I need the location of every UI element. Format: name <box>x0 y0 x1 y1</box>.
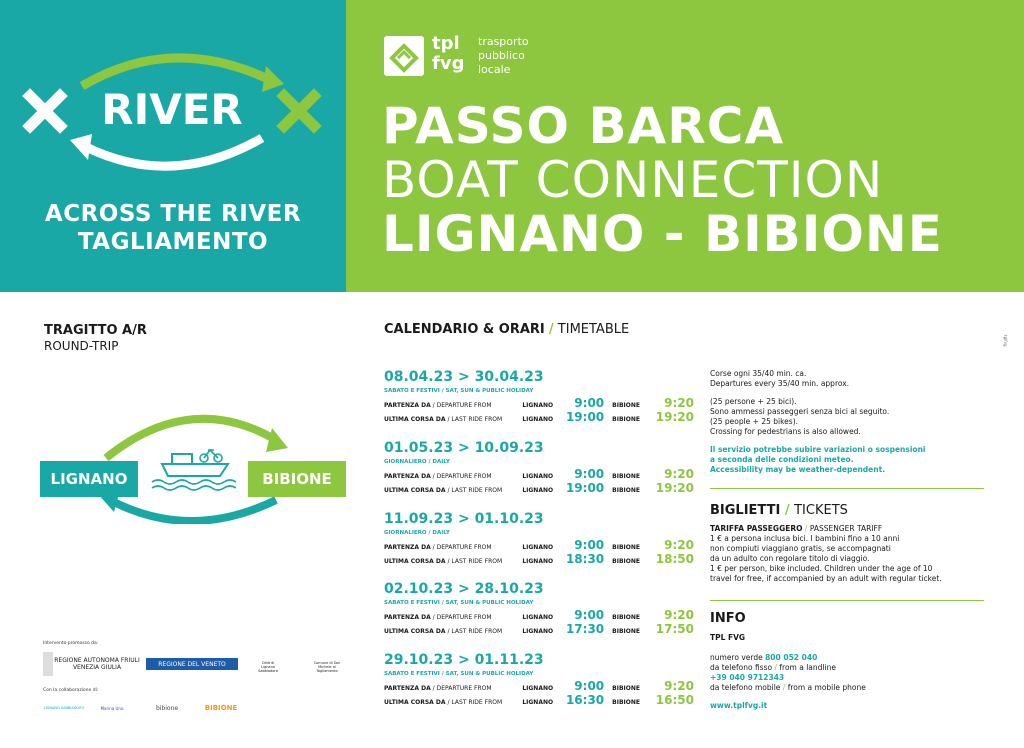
departure-label-it: PARTENZA DA <box>384 473 431 480</box>
dep-time-b: 9:20 <box>664 538 694 552</box>
last-time-a: 19:00 <box>565 410 605 424</box>
tickets-heading-en: TICKETS <box>794 503 848 518</box>
collab-logo-marina: Marina Uno <box>100 705 124 711</box>
place-b: BIBIONE <box>612 685 640 692</box>
dep-time-a: 9:00 <box>574 467 605 481</box>
tickets-it-1: 1 € a persona inclusa bici. I bambini fino a 10 anni <box>710 534 900 543</box>
period-dates: 08.04.23 > 30.04.23 <box>384 369 544 385</box>
last-label-it: ULTIMA CORSA DA <box>384 558 446 565</box>
freephone-number[interactable]: 800 052 040 <box>765 653 818 662</box>
collab-logo-lignano: LIGNANO SABBIADORO <box>43 706 85 710</box>
tpl-full-line3: locale <box>478 63 511 76</box>
departure-label-en: DEPARTURE FROM <box>436 614 492 621</box>
dep-time-b: 9:20 <box>664 396 694 410</box>
period-4 <box>384 580 694 636</box>
tpl-abbr-line2: fvg <box>432 53 465 74</box>
last-time-b: 18:50 <box>655 552 694 566</box>
last-ride-row: ULTIMA CORSA DA / LAST RIDE FROM LIGNANO 16:30 BIBIONE 16:50 <box>384 693 694 707</box>
dep-time-b: 9:20 <box>664 679 694 693</box>
capacity-it-1: (25 persone + 25 bici). <box>710 397 797 406</box>
river-logo-text: RIVER <box>101 85 243 134</box>
route-subheading: ROUND-TRIP <box>44 339 119 353</box>
mobile-en: from a mobile phone <box>787 683 866 692</box>
tickets-it-3: da un adulto con regolare titolo di viaggio. <box>710 554 870 563</box>
period-5 <box>384 651 694 707</box>
freq-it: Corse ogni 35/40 min. ca. <box>710 369 807 378</box>
departure-row: PARTENZA DA / DEPARTURE FROM LIGNANO 9:00 BIBIONE 9:20 <box>384 538 694 552</box>
place-b: BIBIONE <box>612 544 640 551</box>
departure-label-it: PARTENZA DA <box>384 402 431 409</box>
dep-time-a: 9:00 <box>574 538 605 552</box>
last-label-en: LAST RIDE FROM <box>451 416 503 423</box>
last-ride-row: ULTIMA CORSA DA / LAST RIDE FROM LIGNANO 19:00 BIBIONE 19:20 <box>384 410 694 424</box>
side-code: tplfvg <box>1003 335 1008 347</box>
period-dates: 02.10.23 > 28.10.23 <box>384 581 544 597</box>
last-label-en: LAST RIDE FROM <box>451 558 503 565</box>
place-a: LIGNANO <box>522 402 554 409</box>
period-days: GIORNALIERO / DAILY <box>384 530 450 536</box>
divider <box>710 488 984 489</box>
tickets-en-1: 1 € per person, bike included. Children under the age of 10 <box>710 564 933 573</box>
place-a: LIGNANO <box>522 544 554 551</box>
dep-time-b: 9:20 <box>664 467 694 481</box>
tpl-logo-icon <box>384 36 424 76</box>
tpl-full-line1: trasporto <box>478 35 529 48</box>
tagline-line2: TAGLIAMENTO <box>77 229 269 255</box>
weather-en: Accessibility may be weather-dependent. <box>710 465 886 474</box>
landline-it: da telefono fisso <box>710 663 773 672</box>
promoted-by-label: Intervento promosso da: <box>43 641 99 646</box>
website-link[interactable]: www.tplfvg.it <box>710 701 768 710</box>
dep-time-b: 9:20 <box>664 608 694 622</box>
waves-icon <box>152 480 236 490</box>
period-days: SABATO E FESTIVI / SAT, SUN & PUBLIC HOLIDAY <box>384 388 534 394</box>
period-1 <box>384 368 694 424</box>
last-ride-row: ULTIMA CORSA DA / LAST RIDE FROM LIGNANO 17:30 BIBIONE 17:50 <box>384 622 694 636</box>
freq-en: Departures every 35/40 min. approx. <box>710 379 850 388</box>
dep-time-a: 9:00 <box>574 396 605 410</box>
partner-logo-fvg: REGIONE AUTONOMA FRIULI VENEZIA GIULIA <box>43 652 141 676</box>
place-b: BIBIONE <box>612 402 640 409</box>
timetable-heading-en: TIMETABLE <box>557 322 630 337</box>
last-time-a: 18:30 <box>565 552 605 566</box>
place-b: BIBIONE <box>612 628 640 635</box>
place-a: LIGNANO <box>522 558 554 565</box>
place-a: LIGNANO <box>522 685 554 692</box>
departure-label-en: DEPARTURE FROM <box>436 544 492 551</box>
info-org: TPL FVG <box>710 633 746 642</box>
title-line3: LIGNANO - BIBIONE <box>382 205 943 263</box>
timetable-heading-it: CALENDARIO & ORARI <box>384 322 545 337</box>
tickets-heading-it: BIGLIETTI <box>710 503 781 518</box>
freephone-label: numero verde <box>710 653 763 662</box>
last-time-b: 16:50 <box>655 693 694 707</box>
tickets-en-2: travel for free, if accompanied by an adult with regular ticket. <box>710 574 942 583</box>
last-label-it: ULTIMA CORSA DA <box>384 416 446 423</box>
place-b: BIBIONE <box>612 558 640 565</box>
timetable-heading: CALENDARIO & ORARI / TIMETABLE <box>384 322 630 337</box>
route-from-label: LIGNANO <box>40 461 138 497</box>
route-to-label: BIBIONE <box>248 461 346 497</box>
period-days: SABATO E FESTIVI / SAT, SUN & PUBLIC HOLIDAY <box>384 600 534 606</box>
mobile-it: da telefono mobile <box>710 683 781 692</box>
capacity-en-2: Crossing for pedestrians is also allowed. <box>710 427 861 436</box>
title-line2: BOAT CONNECTION <box>382 151 884 209</box>
last-time-b: 19:20 <box>655 410 694 424</box>
place-a: LIGNANO <box>522 416 554 423</box>
partner-logo-lignano: Città di Lignano Sabbiadoro <box>258 661 278 673</box>
period-dates: 11.09.23 > 01.10.23 <box>384 511 544 527</box>
tagline-line1: ACROSS THE RIVER <box>44 201 302 227</box>
collab-label: Con la collaborazione di: <box>43 688 99 693</box>
place-a: LIGNANO <box>522 614 554 621</box>
info-body: TPL FVG numero verde 800 052 040 da telefono fisso / from a landline +39 040 9712343 da telefono mobile / from a mobile phone www.tplfvg.it <box>710 633 982 711</box>
collab-logo-bibione-brand: BIBIONE <box>204 703 238 712</box>
last-time-a: 19:00 <box>565 481 605 495</box>
departure-label-it: PARTENZA DA <box>384 685 431 692</box>
period-days: SABATO E FESTIVI / SAT, SUN & PUBLIC HOLIDAY <box>384 671 534 677</box>
departure-label-it: PARTENZA DA <box>384 544 431 551</box>
departure-row: PARTENZA DA / DEPARTURE FROM LIGNANO 9:00 BIBIONE 9:20 <box>384 608 694 622</box>
tpl-abbr-line1: tpl <box>432 33 460 54</box>
place-b: BIBIONE <box>612 416 640 423</box>
departure-label-en: DEPARTURE FROM <box>436 473 492 480</box>
last-time-b: 17:50 <box>655 622 694 636</box>
last-label-en: LAST RIDE FROM <box>451 699 503 706</box>
last-time-b: 19:20 <box>655 481 694 495</box>
departure-label-en: DEPARTURE FROM <box>436 402 492 409</box>
place-b: BIBIONE <box>612 699 640 706</box>
departure-row: PARTENZA DA / DEPARTURE FROM LIGNANO 9:00 BIBIONE 9:20 <box>384 396 694 410</box>
mobile-number[interactable]: +39 040 9712343 <box>710 673 785 682</box>
place-b: BIBIONE <box>612 487 640 494</box>
dep-time-a: 9:00 <box>574 608 605 622</box>
landline-en: from a landline <box>779 663 836 672</box>
collab-logo-bibione: bibione <box>155 704 179 712</box>
info-heading: INFO <box>710 611 746 626</box>
tickets-heading: BIGLIETTI / TICKETS <box>710 503 848 518</box>
place-a: LIGNANO <box>522 473 554 480</box>
last-ride-row: ULTIMA CORSA DA / LAST RIDE FROM LIGNANO 19:00 BIBIONE 19:20 <box>384 481 694 495</box>
route-heading: TRAGITTO A/R <box>44 323 147 338</box>
tickets-it-2: non compiuti viaggiano gratis, se accompagnati <box>710 544 891 553</box>
place-a: LIGNANO <box>522 628 554 635</box>
tariff-en: PASSENGER TARIFF <box>809 524 883 533</box>
capacity-en-1: (25 people + 25 bikes). <box>710 417 799 426</box>
weather-it-2: a seconda delle condizioni meteo. <box>710 455 854 464</box>
last-label-it: ULTIMA CORSA DA <box>384 487 446 494</box>
tariff-it: TARIFFA PASSEGGERO <box>710 524 803 533</box>
divider <box>710 600 984 601</box>
departure-row: PARTENZA DA / DEPARTURE FROM LIGNANO 9:00 BIBIONE 9:20 <box>384 467 694 481</box>
departure-label-en: DEPARTURE FROM <box>436 685 492 692</box>
period-3 <box>384 510 694 566</box>
last-ride-row: ULTIMA CORSA DA / LAST RIDE FROM LIGNANO 18:30 BIBIONE 18:50 <box>384 552 694 566</box>
partner-logo-veneto: REGIONE DEL VENETO <box>146 658 238 670</box>
last-time-a: 16:30 <box>565 693 605 707</box>
period-2 <box>384 439 694 495</box>
last-label-en: LAST RIDE FROM <box>451 628 503 635</box>
river-logo <box>22 38 322 188</box>
tickets-body: TARIFFA PASSEGGERO / PASSENGER TARIFF 1 € a persona inclusa bici. I bambini fino a 10 anni non compiuti viaggiano gratis, se accompagnati da un adulto con regolare titolo di viaggio. 1 € per person, bike included. Children under the age of 10 travel for free, if accompanied by an adult with regular ticket. <box>710 524 982 584</box>
place-a: LIGNANO <box>522 487 554 494</box>
weather-it-1: Il servizio potrebbe subire variazioni o sospensioni <box>710 445 926 454</box>
period-days: GIORNALIERO / DAILY <box>384 459 450 465</box>
tpl-full-line2: pubblico <box>478 49 525 62</box>
last-label-it: ULTIMA CORSA DA <box>384 628 446 635</box>
place-b: BIBIONE <box>612 614 640 621</box>
departure-row: PARTENZA DA / DEPARTURE FROM LIGNANO 9:00 BIBIONE 9:20 <box>384 679 694 693</box>
departure-label-it: PARTENZA DA <box>384 614 431 621</box>
capacity-it-2: Sono ammessi passeggeri senza bici al seguito. <box>710 407 890 416</box>
bicycle-icon <box>200 450 222 462</box>
last-label-en: LAST RIDE FROM <box>451 487 503 494</box>
last-time-a: 17:30 <box>565 622 605 636</box>
period-dates: 29.10.23 > 01.11.23 <box>384 652 544 668</box>
dep-time-a: 9:00 <box>574 679 605 693</box>
partner-logo-san-michele: Comune di San Michele al Tagliamento <box>313 661 341 673</box>
period-dates: 01.05.23 > 10.09.23 <box>384 440 544 456</box>
service-notes <box>710 369 982 475</box>
title-line1: PASSO BARCA <box>382 97 785 155</box>
place-b: BIBIONE <box>612 473 640 480</box>
place-a: LIGNANO <box>522 699 554 706</box>
last-label-it: ULTIMA CORSA DA <box>384 699 446 706</box>
